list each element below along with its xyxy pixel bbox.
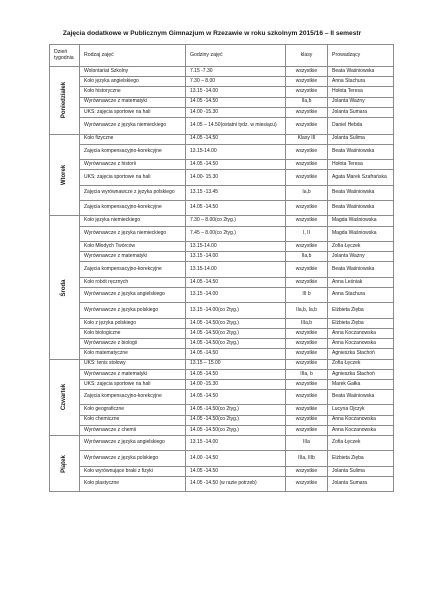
- hours-cell: 14.00 -15.30: [186, 107, 286, 117]
- hours-cell: 14.05 -14.50: [186, 277, 286, 287]
- activity-cell: Wyrównawcze z matematyki: [80, 252, 186, 262]
- table-row: [50, 369, 394, 379]
- activity-cell: Koło matematyczne: [80, 349, 186, 359]
- header-classes: klasy: [286, 45, 328, 67]
- table-row: [50, 415, 394, 425]
- teacher-cell: Jolanta Sumara: [328, 477, 394, 492]
- table-row: [50, 97, 394, 107]
- teacher-cell: Anna Koczanowska: [328, 415, 394, 425]
- hours-cell: 14.05 -14.50: [186, 134, 286, 144]
- teacher-cell: Agata Marek Szafrańska: [328, 170, 394, 185]
- table-row: [50, 216, 394, 226]
- teacher-cell: Anna Koczanowska: [328, 339, 394, 349]
- day-label: Wtorek: [60, 164, 67, 186]
- day-label: Czwartek: [60, 384, 67, 411]
- hours-cell: 13.15 -14.00: [186, 87, 286, 97]
- activity-cell: Koło języka angielskiego: [80, 77, 186, 87]
- classes-cell: wszystkie: [286, 201, 328, 216]
- activity-cell: Wyrównawcze z języka polskiego: [80, 303, 186, 318]
- hours-cell: 14.05 -14.50(co 2tyg.): [186, 405, 286, 415]
- day-cell: [50, 436, 80, 492]
- activity-cell: Koło fizyczne: [80, 134, 186, 144]
- classes-cell: wszystkie: [286, 425, 328, 435]
- classes-cell: wszystkie: [286, 359, 328, 369]
- classes-cell: wszystkie: [286, 160, 328, 170]
- classes-cell: III b: [286, 288, 328, 303]
- activity-cell: Wolontariat Szkolny: [80, 67, 186, 77]
- classes-cell: wszystkie: [286, 339, 328, 349]
- hours-cell: 7.30 – 8.00: [186, 77, 286, 87]
- hours-cell: 14.05 -14.50: [186, 349, 286, 359]
- table-row: [50, 451, 394, 466]
- teacher-cell: Anna Stachura: [328, 288, 394, 303]
- classes-cell: wszystkie: [286, 216, 328, 226]
- table-row: [50, 226, 394, 241]
- activity-cell: Koło robót ręcznych: [80, 277, 186, 287]
- hours-cell: 7.45 – 8.00(co 2tyg.): [186, 226, 286, 241]
- hours-cell: 7.30 – 8.00(co 2tyg.): [186, 216, 286, 226]
- hours-cell: 14.05 -14.50: [186, 466, 286, 476]
- hours-cell: 13.15-14.00: [186, 262, 286, 277]
- teacher-cell: Anna Leśniak: [328, 277, 394, 287]
- table-row: [50, 117, 394, 134]
- hours-cell: 14.00 -15.30: [186, 379, 286, 389]
- teacher-cell: Beata Waśniowska: [328, 262, 394, 277]
- teacher-cell: Beata Waśniowska: [328, 67, 394, 77]
- classes-cell: wszystkie: [286, 379, 328, 389]
- teacher-cell: Anna Stachura: [328, 77, 394, 87]
- hours-cell: 14.05 -14.50(co 2tyg.): [186, 425, 286, 435]
- teacher-cell: Zofia Łęczek: [328, 242, 394, 252]
- activity-cell: Koło geograficzne: [80, 405, 186, 415]
- teacher-cell: Agnieszka Stachoń: [328, 369, 394, 379]
- activity-cell: Wyrównawcze z historii: [80, 160, 186, 170]
- classes-cell: IIIa: [286, 436, 328, 451]
- header-row: [50, 45, 394, 67]
- classes-cell: wszystkie: [286, 144, 328, 159]
- table-row: [50, 242, 394, 252]
- classes-cell: wszystkie: [286, 477, 328, 492]
- teacher-cell: Hołota Teresa: [328, 160, 394, 170]
- activity-cell: Koło Młodych Twórców: [80, 242, 186, 252]
- table-row: [50, 77, 394, 87]
- classes-cell: wszystkie: [286, 328, 328, 338]
- teacher-cell: Magda Waśniowska: [328, 216, 394, 226]
- table-row: [50, 134, 394, 144]
- page-title: Zajęcia dodatkowe w Publicznym Gimnazjum w Rzezawie w roku szkolnym 2015/16 – II semestr: [62, 30, 362, 37]
- activity-cell: Zajęcia kompensacyjno-korekcyjne: [80, 262, 186, 277]
- day-label: Piątek: [60, 454, 67, 473]
- table-row: [50, 303, 394, 318]
- hours-cell: 13.15-14.00: [186, 242, 286, 252]
- activity-cell: Wyrównawcze z biologii: [80, 339, 186, 349]
- table-row: [50, 379, 394, 389]
- table-row: [50, 201, 394, 216]
- teacher-cell: Hołota Teresa: [328, 87, 394, 97]
- day-cell: [50, 359, 80, 436]
- teacher-cell: Anna Koczanowska: [328, 425, 394, 435]
- hours-cell: 14.05 -14.50 (w razie potrzeb): [186, 477, 286, 492]
- teacher-cell: Marek Gałka: [328, 379, 394, 389]
- activity-cell: Wyrównawcze z języka angielskiego: [80, 288, 186, 303]
- classes-cell: wszystkie: [286, 117, 328, 134]
- teacher-cell: Anna Koczanowska: [328, 328, 394, 338]
- activity-cell: UKS: tenis stołowy: [80, 359, 186, 369]
- classes-cell: wszystkie: [286, 170, 328, 185]
- activity-cell: Koło biologiczne: [80, 328, 186, 338]
- activity-cell: Wyrównawcze z języka polskiego: [80, 451, 186, 466]
- classes-cell: Ia,b: [286, 185, 328, 200]
- table-row: [50, 288, 394, 303]
- activity-cell: Wyrównawcze z matematyki: [80, 97, 186, 107]
- table-row: [50, 425, 394, 435]
- hours-cell: 14.05 -14.50: [186, 160, 286, 170]
- table-row: [50, 359, 394, 369]
- teacher-cell: Beata Waśniowska: [328, 144, 394, 159]
- hours-cell: 14.05 – 14.50(ostatni tydz. w miesiącu): [186, 117, 286, 134]
- day-cell: [50, 134, 80, 216]
- hours-cell: 14.05 -14.50(co 2tyg.): [186, 339, 286, 349]
- table-row: [50, 339, 394, 349]
- classes-cell: wszystkie: [286, 415, 328, 425]
- teacher-cell: Beata Waśniowska: [328, 201, 394, 216]
- day-cell: [50, 67, 80, 135]
- activity-cell: Koło plastyczne: [80, 477, 186, 492]
- teacher-cell: Elżbieta Zięba: [328, 451, 394, 466]
- table-row: [50, 160, 394, 170]
- table-row: [50, 185, 394, 200]
- header-day: Dzień tygodnia: [50, 45, 80, 67]
- classes-cell: wszystkie: [286, 390, 328, 405]
- hours-cell: 13.15 – 15.00: [186, 359, 286, 369]
- header-teacher: Prowadzący: [328, 45, 394, 67]
- teacher-cell: Beata Waśniowska: [328, 185, 394, 200]
- table-row: [50, 262, 394, 277]
- table-row: [50, 405, 394, 415]
- teacher-cell: Zofia Łęczek: [328, 436, 394, 451]
- activity-cell: Zajęcia kompensacyjno-korekcyjne: [80, 144, 186, 159]
- classes-cell: wszystkie: [286, 349, 328, 359]
- activity-cell: Koło historyczne: [80, 87, 186, 97]
- activity-cell: Koło wyrównujące braki z fizyki: [80, 466, 186, 476]
- classes-cell: wszystkie: [286, 277, 328, 287]
- hours-cell: 13.15 -14.00: [186, 288, 286, 303]
- header-hours: Godziny zajęć: [186, 45, 286, 67]
- classes-cell: wszystkie: [286, 466, 328, 476]
- teacher-cell: Elżbieta Zięba: [328, 303, 394, 318]
- hours-cell: 13.15 -14.00: [186, 436, 286, 451]
- table-row: [50, 144, 394, 159]
- activity-cell: Wyrównawcze z chemii: [80, 425, 186, 435]
- day-cell: [50, 216, 80, 359]
- table-row: [50, 477, 394, 492]
- classes-cell: wszystkie: [286, 77, 328, 87]
- classes-cell: wszystkie: [286, 67, 328, 77]
- teacher-cell: Daniel Hebda: [328, 117, 394, 134]
- table-row: [50, 252, 394, 262]
- table-row: [50, 318, 394, 328]
- hours-cell: 14.05 -14.50: [186, 369, 286, 379]
- table-row: [50, 349, 394, 359]
- hours-cell: 14.05 -14.50: [186, 390, 286, 405]
- activity-cell: Koło z języka polskiego: [80, 318, 186, 328]
- activity-cell: Wyrównawcze z matematyki: [80, 369, 186, 379]
- teacher-cell: Jolanta Sulima: [328, 466, 394, 476]
- teacher-cell: Magda Waśniowska: [328, 226, 394, 241]
- activity-cell: UKS: zajęcia sportowe na hali: [80, 170, 186, 185]
- hours-cell: 14.00 -14.50: [186, 451, 286, 466]
- hours-cell: 13.15 -14.00(co 2tyg.): [186, 303, 286, 318]
- hours-cell: 14.05 -14.50: [186, 201, 286, 216]
- teacher-cell: Jolanta Sumara: [328, 107, 394, 117]
- classes-cell: wszystkie: [286, 405, 328, 415]
- activity-cell: Zajęcia kompensacyjno-korekcyjne: [80, 201, 186, 216]
- day-label: Środa: [60, 278, 67, 297]
- teacher-cell: Elżbieta Zięba: [328, 318, 394, 328]
- hours-cell: 14.05 -14.50(co 2tyg.): [186, 318, 286, 328]
- hours-cell: 13.15 -13.45: [186, 185, 286, 200]
- table-row: [50, 87, 394, 97]
- teacher-cell: Zofia Łęczek: [328, 359, 394, 369]
- teacher-cell: Lucyna Ojczyk: [328, 405, 394, 415]
- header-activity: Rodzaj zajęć: [80, 45, 186, 67]
- classes-cell: IIIa, IIIb: [286, 451, 328, 466]
- table-row: [50, 328, 394, 338]
- hours-cell: 14.00- 15.30: [186, 170, 286, 185]
- teacher-cell: Beata Waśniowska: [328, 390, 394, 405]
- classes-cell: wszystkie: [286, 87, 328, 97]
- teacher-cell: Agnieszka Stachoń: [328, 349, 394, 359]
- hours-cell: 7.15 -7.30: [186, 67, 286, 77]
- activity-cell: Wyrównawcze z języka niemieckiego: [80, 226, 186, 241]
- classes-cell: IIIa, b: [286, 369, 328, 379]
- classes-cell: Klasy III: [286, 134, 328, 144]
- activity-cell: Wyrównawcze z języka angielskiego: [80, 436, 186, 451]
- teacher-cell: Jolanta Sulima: [328, 134, 394, 144]
- table-row: [50, 466, 394, 476]
- table-row: [50, 170, 394, 185]
- classes-cell: wszystkie: [286, 107, 328, 117]
- activity-cell: Zajęcia kompensacyjno-korekcyjne: [80, 390, 186, 405]
- table-row: [50, 277, 394, 287]
- activity-cell: UKS: zajęcia sportowe na hali: [80, 107, 186, 117]
- classes-cell: I, II: [286, 226, 328, 241]
- table-row: [50, 67, 394, 77]
- classes-cell: IIa,b, Ia,b: [286, 303, 328, 318]
- table-row: [50, 390, 394, 405]
- day-label: Poniedziałek: [60, 82, 67, 119]
- table-row: [50, 107, 394, 117]
- hours-cell: 13.15 -14.00: [186, 252, 286, 262]
- table-row: [50, 436, 394, 451]
- hours-cell: 14.05 -14.50: [186, 97, 286, 107]
- classes-cell: wszystkie: [286, 262, 328, 277]
- activity-cell: UKS: zajęcia sportowe na hali: [80, 379, 186, 389]
- hours-cell: 13.15-14.00: [186, 144, 286, 159]
- activity-cell: Wyrównawcze z języka niemieckiego: [80, 117, 186, 134]
- classes-cell: IIa,b: [286, 97, 328, 107]
- schedule-table: [49, 44, 394, 492]
- hours-cell: 14.05 -14.50(co 2tyg.): [186, 328, 286, 338]
- classes-cell: wszystkie: [286, 242, 328, 252]
- classes-cell: IIa,b: [286, 252, 328, 262]
- teacher-cell: Jolanta Ważny: [328, 252, 394, 262]
- teacher-cell: Jolanta Ważny: [328, 97, 394, 107]
- classes-cell: IIIa,b: [286, 318, 328, 328]
- hours-cell: 14.05 -14.50(co 2tyg.): [186, 415, 286, 425]
- activity-cell: Zajęcia wyrównawcze z języka polskiego: [80, 185, 186, 200]
- activity-cell: Koło języka niemieckiego: [80, 216, 186, 226]
- activity-cell: Koło chemiczne: [80, 415, 186, 425]
